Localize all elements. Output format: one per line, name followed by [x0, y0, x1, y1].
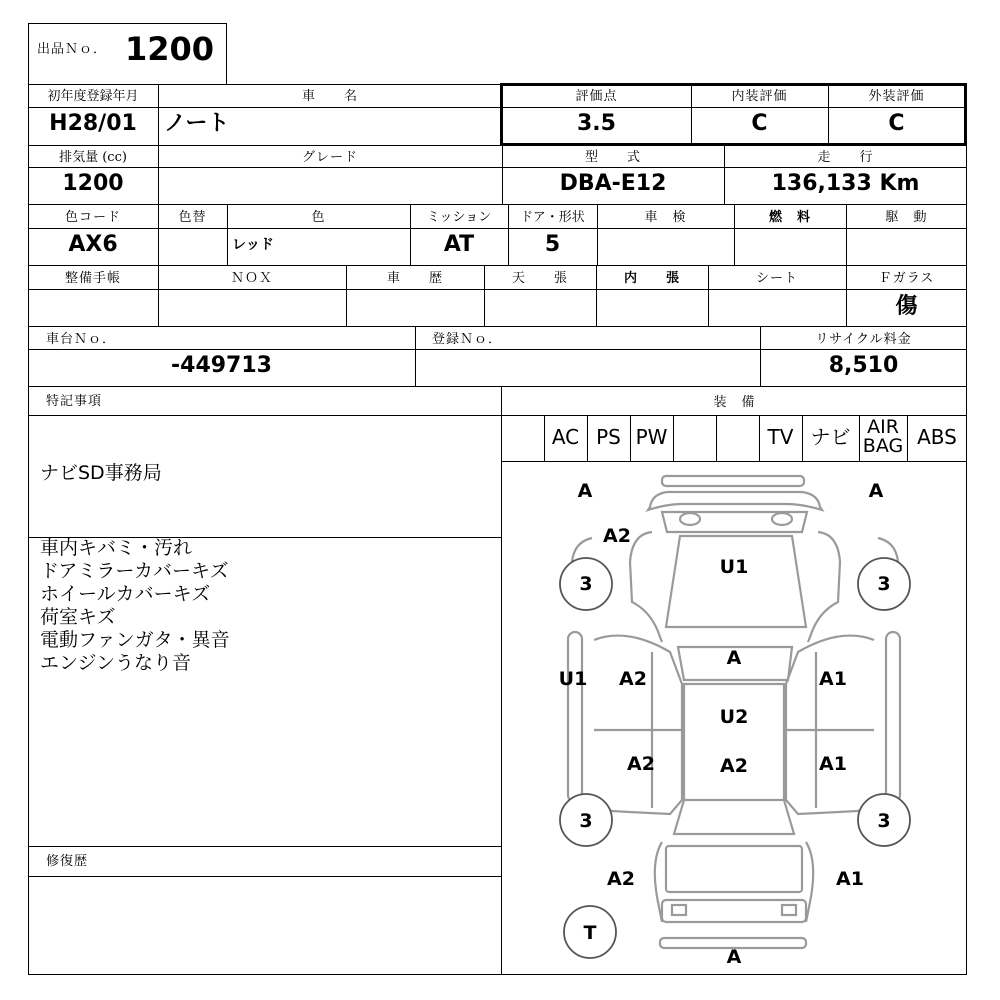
score-label: 評価点: [575, 89, 618, 104]
damage-u1-hood: U1: [719, 556, 749, 578]
damage-a2-top: A2: [603, 525, 631, 547]
damage-a2-left: A2: [619, 668, 647, 690]
f-glass-label: Ｆガラス: [878, 271, 935, 286]
equipment-ps: PS: [596, 425, 621, 449]
nox-label: ＮＯＸ: [230, 271, 273, 286]
drive-label: 駆 動: [885, 210, 928, 225]
type-label: 型 式: [584, 150, 641, 165]
service-book-label: 整備手帳: [64, 271, 121, 286]
equipment-label: 装 備: [713, 395, 756, 410]
damage-a2-left-lower: A2: [627, 753, 655, 775]
door-shape-label: ドア・形状: [520, 210, 585, 225]
damage-a2-roof: A2: [720, 755, 748, 777]
sunroof-label: 天 張: [511, 271, 568, 286]
damage-u1-left: U1: [558, 668, 588, 690]
type-value: DBA-E12: [559, 171, 667, 196]
interior-trim-label: 内 張: [623, 271, 680, 286]
equipment-navi: ナビ: [810, 425, 851, 449]
displacement-label: 排気量 (cc): [59, 150, 127, 165]
repair-history-label: 修復歴: [46, 854, 89, 869]
inspection-label: 車 検: [644, 210, 687, 225]
score-value: 3.5: [577, 111, 616, 136]
seat-label: シート: [755, 271, 798, 286]
reg-date-label: 初年度登録年月: [47, 89, 139, 104]
special-note-line: ホイールカバーキズ: [40, 583, 211, 605]
damage-a2-rear-left: A2: [607, 868, 635, 890]
special-note-line: 荷室キズ: [40, 606, 116, 628]
lot-label: 出品Ｎｏ．: [37, 42, 108, 57]
reg-date-value: H28/01: [49, 111, 137, 136]
displacement-value: 1200: [62, 171, 124, 196]
special-note-top: ナビSD事務局: [40, 462, 162, 484]
exterior-value: C: [888, 111, 905, 136]
special-note-line: ドアミラーカバーキズ: [40, 560, 229, 582]
door-shape-value: 5: [544, 232, 561, 257]
f-glass-value: 傷: [895, 293, 918, 319]
grade-label: グレード: [301, 150, 358, 165]
equipment-abs: ABS: [917, 425, 957, 449]
chassis-no-label: 車台Ｎｏ．: [46, 332, 117, 347]
equipment-tv: TV: [767, 425, 794, 449]
model-name-value: ノート: [164, 111, 230, 136]
fuel-label: 燃 料: [768, 210, 811, 225]
color-code-label: 色コード: [64, 210, 121, 225]
equipment-airbag: AIR BAG: [862, 416, 904, 457]
history-label: 車 歴: [386, 271, 443, 286]
color-code-value: AX6: [68, 232, 118, 257]
mileage-label: 走 行: [817, 150, 874, 165]
lot-box: [28, 23, 227, 85]
damage-front-right: A: [868, 480, 884, 502]
reg-no-label: 登録Ｎｏ．: [432, 332, 503, 347]
damage-front-left: A: [577, 480, 593, 502]
model-name-label: 車 名: [301, 89, 358, 104]
damage-wheel-fr: 3: [877, 573, 891, 595]
special-note-line: 電動ファンガタ・異音: [40, 629, 230, 651]
interior-label: 内装評価: [731, 89, 788, 104]
color-change-label: 色替: [178, 210, 207, 225]
damage-tire: T: [583, 922, 597, 944]
damage-wheel-rr: 3: [877, 810, 891, 832]
color-value: レッド: [232, 237, 274, 253]
damage-a1-rear-right: A1: [836, 868, 864, 890]
damage-a1-right-lower: A1: [819, 753, 847, 775]
damage-roof-front: A: [726, 647, 742, 669]
special-notes-label: 特記事項: [46, 394, 103, 409]
chassis-no-value: -449713: [171, 353, 272, 378]
special-note-line: 車内キバミ・汚れ: [40, 537, 193, 559]
interior-value: C: [751, 111, 768, 136]
special-note-line: エンジンうなり音: [40, 652, 192, 674]
damage-u2-roof: U2: [719, 706, 749, 728]
mission-value: AT: [443, 232, 475, 257]
damage-a1-right-upper: A1: [819, 668, 847, 690]
recycle-label: リサイクル料金: [815, 332, 912, 347]
mileage-value: 136,133 Km: [771, 171, 920, 196]
recycle-value: 8,510: [828, 353, 899, 378]
color-label: 色: [311, 210, 326, 225]
damage-rear: A: [726, 946, 742, 968]
equipment-ac: AC: [551, 425, 580, 449]
damage-wheel-rl: 3: [579, 810, 593, 832]
lot-number: 1200: [125, 30, 215, 68]
equipment-pw: PW: [635, 425, 668, 449]
damage-wheel-fl: 3: [579, 573, 593, 595]
mission-label: ミッション: [426, 210, 492, 225]
exterior-label: 外装評価: [868, 89, 925, 104]
